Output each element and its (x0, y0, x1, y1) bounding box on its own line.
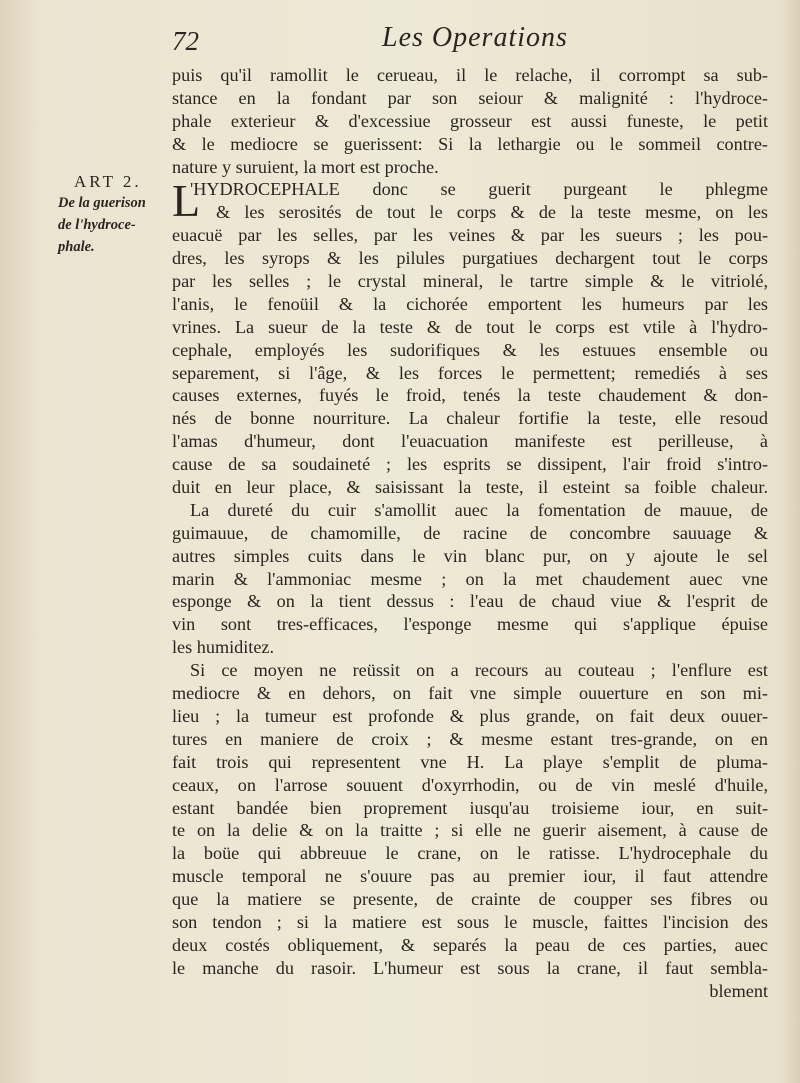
drop-cap: L (172, 175, 201, 227)
text-line: l'amas d'humeur, dont l'euacuation manifeste est perilleuse, à (172, 431, 768, 452)
text-line: par les selles ; le crystal mineral, le tartre simple & le vitriolé, (172, 271, 768, 292)
text-line: Si ce moyen ne reüssit on a recours au couteau ; l'enflure est (190, 660, 768, 681)
text-line: lieu ; la tumeur est profonde & plus grande, on fait deux ouuer- (172, 705, 768, 726)
running-title: Les Operations (382, 22, 568, 53)
text-line: dres, les syrops & les pilules purgatiues dechargent tout le corps (172, 248, 768, 269)
margin-note (58, 172, 168, 258)
text-line: son tendon ; si la matiere est sous le muscle, faittes l'incision des (172, 911, 768, 932)
text-line: & les serosités de tout le corps & de la teste mesme, on les (216, 202, 768, 223)
text-line: le manche du rasoir. L'humeur est sous la crane, il faut sembla- (172, 957, 768, 978)
text-line: autres simples cuits dans le vin blanc pur, on y ajoute le sel (172, 545, 768, 566)
text-line: 'HYDROCEPHALE donc se guerit purgeant le phlegme (190, 179, 768, 200)
text-line: que la matiere se presente, de crainte de coupper ses fibres ou (172, 889, 768, 910)
text-line: vrines. La sueur de la teste & de tout le corps est vtile à l'hydro- (172, 316, 768, 337)
text-line: cause de sa soudaineté ; les esprits se dissipent, l'air froid s'intro- (172, 454, 768, 475)
text-line: guimauue, de chamomille, de racine de concombre sauuage & (172, 522, 768, 543)
text-line: l'anis, le fenoüil & la cichorée emportent les humeurs par les (172, 293, 768, 314)
text-line: nature y suruient, la mort est proche. (172, 156, 439, 177)
text-line: tures en maniere de croix ; & mesme estant tres-grande, on en (172, 728, 768, 749)
margin-note-line: de l'hydroce- (58, 217, 136, 233)
text-line: duit en leur place, & saisissant la teste, il esteint sa foible chaleur. (172, 477, 768, 498)
text-line: esponge & on la tient dessus : l'eau de chaud viue & l'esprit de (172, 591, 768, 612)
text-line: les humiditez. (172, 637, 275, 658)
text-line: fait trois qui representent vne H. La playe s'emplit de pluma- (172, 751, 768, 772)
text-line: muscle temporal ne s'ouure pas au premier iour, il faut attendre (172, 866, 768, 887)
body-text (172, 64, 768, 1003)
text-line: phale exterieur & d'excessiue grosseur est aussi funeste, le petit (172, 110, 768, 131)
text-line: stance en la fondant par son seiour & malignité : l'hydroce- (172, 87, 768, 108)
text-line: cephale, employés les sudorifiques & les estuues ensemble ou (172, 339, 768, 360)
catchword: blement (709, 980, 768, 1001)
drop-cap-block (172, 175, 768, 247)
text-line: puis qu'il ramollit le cerueau, il le relache, il corrompt sa sub- (172, 65, 768, 85)
text-line: la boüe qui abbreuue le crane, on le ratisse. L'hydrocephale du (172, 843, 768, 864)
text-line: La dureté du cuir s'amollit auec la fomentation de mauue, de (190, 499, 768, 520)
text-line: mediocre & en dehors, on fait vne simple ouuerture en son mi- (172, 683, 768, 704)
text-line: nés de bonne nourriture. La chaleur fortifie la teste, elle resoud (172, 408, 768, 429)
text-line: separement, si l'âge, & les forces le permettent; remediés à ses (172, 362, 768, 383)
text-line: deux costés obliquement, & separés la peau de ces parties, auec (172, 934, 768, 955)
article-label: ART 2. (74, 172, 142, 191)
text-line: causes externes, fuyés le froid, tenés la teste chaudement & don- (172, 385, 768, 406)
text-line: marin & l'ammoniac mesme ; on la met chaudement auec vne (172, 568, 768, 589)
text-line: vin sont tres-efficaces, l'esponge mesme qui s'applique épuise (172, 614, 768, 635)
text-line: euacuë par les selles, par les veines & par les sueurs ; les pou- (172, 225, 768, 246)
page-header (0, 22, 800, 62)
margin-note-line: De la guerison (58, 195, 146, 211)
page-number: 72 (172, 26, 199, 56)
text-line: & le mediocre se guerissent: Si la lethargie ou le sommeil contre- (172, 133, 768, 154)
margin-note-line: phale. (58, 239, 95, 255)
text-line: ceaux, on l'arrose souuent d'oxyrrhodin, ou de vin meslé d'huile, (172, 774, 768, 795)
text-line: estant bandée bien proprement iusqu'au troisieme iour, en suit- (172, 797, 768, 818)
text-line: te on la delie & on la traitte ; si elle ne guerir aisement, à cause de (172, 820, 768, 841)
